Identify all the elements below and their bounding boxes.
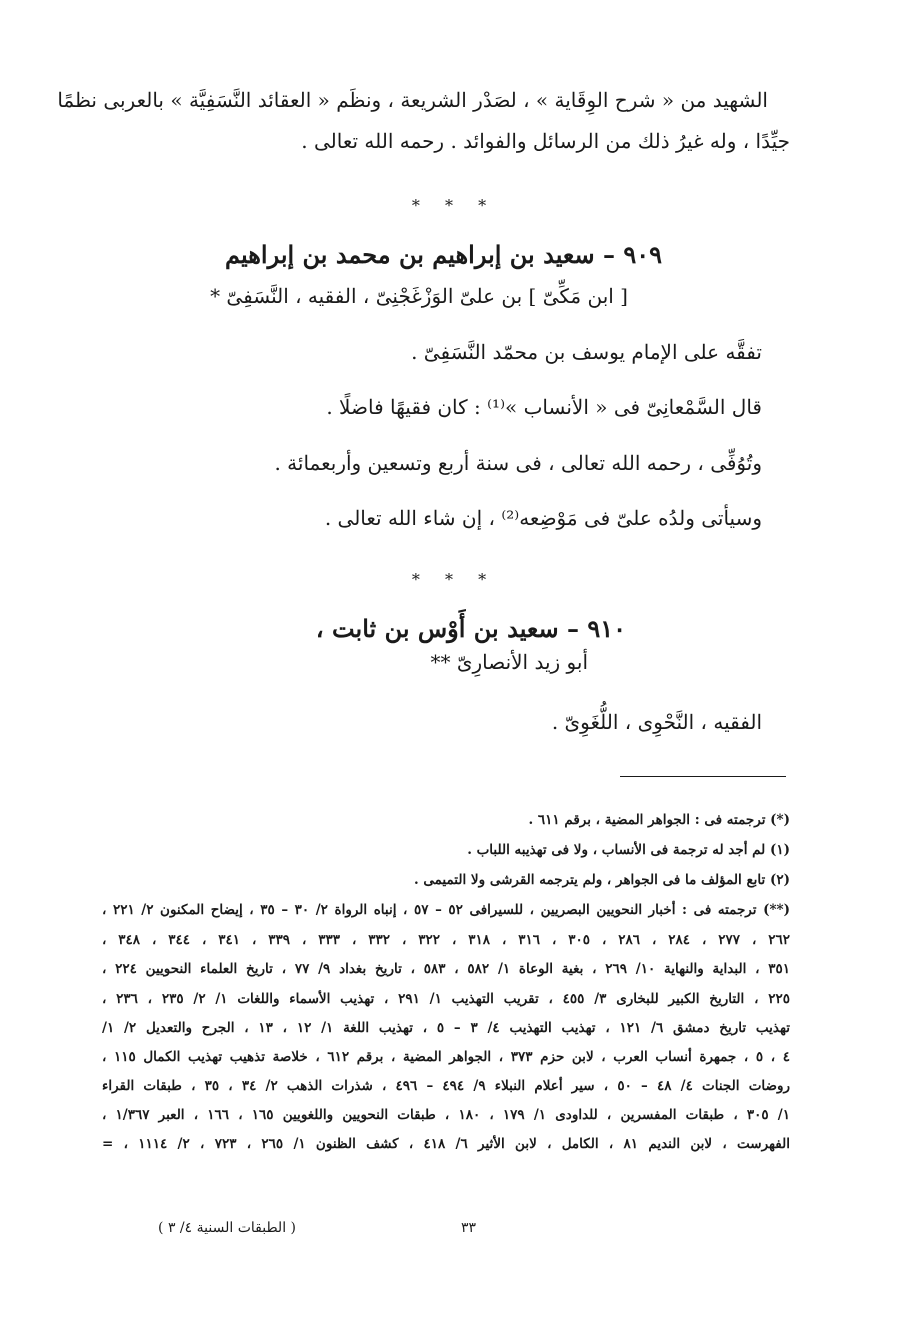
footnote-double-star-line-8: ١/ ٣٠٥ ، طبقات المفسرين ، للداودى ١/ ١٧٩ ، ١٨٠ ، طبقات النحويين واللغويين ١٦٥ ، ١٦٦ ، العبر ١/٣٦٧ ،: [102, 1107, 790, 1123]
section-separator: * * *: [411, 570, 497, 589]
entry-910-paragraph-1: الفقيه ، النَّحْوِى ، اللُّغَوِىّ .: [551, 710, 762, 734]
footnote-double-star-line-6: ٤ ، ٥ ، جمهرة أنساب العرب ، لابن حزم ٣٧٣ ، الجواهر المضية ، برقم ٦١٢ ، خلاصة تذهيب تهذيب الكمال ١١٥ ،: [102, 1049, 791, 1065]
entry-909-paragraph-1: تفقَّه على الإمام يوسف بن محمّد النَّسَفِىّ .: [411, 340, 762, 364]
footnote-2: (٢) تابع المؤلف ما فى الجواهر ، ولم يترجمه القرشى ولا التميمى .: [413, 872, 790, 888]
intro-line-1: الشهيد من « شرح الوِقَاية » ، لصَدْر الشريعة ، ونظَم « العقائد النَّسَفِيَّة » بالعربى نظمًا: [57, 88, 768, 112]
section-separator: * * *: [411, 196, 497, 215]
footnote-double-star-line-3: ٣٥١ ، البداية والنهاية ١٠/ ٢٦٩ ، بغية الوعاة ١/ ٥٨٢ ، ٥٨٣ ، تاريخ بغداد ٩/ ٧٧ ، تاريخ العلماء النحويين ٢٢٤ ،: [102, 961, 790, 977]
footnote-1: (١) لم أجد له ترجمة فى الأنساب ، ولا فى تهذيبه اللباب .: [467, 842, 790, 858]
footnote-double-star-line-4: ٢٢٥ ، التاريخ الكبير للبخارى ٣/ ٤٥٥ ، تقريب التهذيب ١/ ٢٩١ ، تهذيب الأسماء واللغات ١/ ٢/ ٢٣٥ ، ٢٣٦ ،: [102, 991, 790, 1007]
footnote-double-star-line-1: (**) ترجمته فى : أخبار النحويين البصريين ، للسيرافى ٥٢ – ٥٧ ، إنباه الرواة ٢/ ٣٠ – ٣٥ ، إيضاح المكنون ٢/ ٢٢١ ،: [102, 902, 790, 918]
page-number: ٣٣: [460, 1220, 476, 1236]
footnote-double-star-line-9: الفهرست ، لابن النديم ٨١ ، الكامل ، لابن الأثير ٦/ ٤١٨ ، كشف الظنون ١/ ٢٦٥ ، ٧٢٣ ، ٢/ ١١١٤ ، =: [102, 1136, 790, 1152]
intro-line-2: جيِّدًا ، وله غيرُ ذلك من الرسائل والفوائد . رحمه الله تعالى .: [301, 129, 790, 153]
entry-910-heading: ٩١٠ – سعيد بن أَوْس بن ثابت ،: [315, 614, 626, 643]
footnote-separator: [620, 776, 786, 777]
footnote-double-star-line-5: تهذيب تاريخ دمشق ٦/ ١٢١ ، تهذيب التهذيب ٤/ ٣ – ٥ ، تهذيب اللغة ١/ ١٢ ، ١٣ ، الجرح والتعديل ٢/ ١/: [102, 1020, 790, 1036]
footnote-star: (*) ترجمته فى : الجواهر المضية ، برقم ٦١١ .: [528, 812, 790, 828]
entry-909-paragraph-2: قال السَّمْعانِىّ فى « الأنساب »⁽¹⁾ : كان فقيهًا فاضلًا .: [326, 395, 762, 419]
entry-909-heading: ٩٠٩ – سعيد بن إبراهيم بن محمد بن إبراهيم: [225, 240, 662, 269]
volume-marker: ( الطبقات السنية ٤/ ٣ ): [158, 1220, 296, 1236]
entry-909-paragraph-3: وتُوُفِّى ، رحمه الله تعالى ، فى سنة أربع وتسعين وأربعمائة .: [274, 451, 762, 475]
footnote-double-star-line-7: روضات الجنات ٤/ ٤٨ – ٥٠ ، سير أعلام النبلاء ٩/ ٤٩٤ – ٤٩٦ ، شذرات الذهب ٢/ ٣٤ ، ٣٥ ، طبقات القراء: [102, 1078, 791, 1094]
entry-909-paragraph-4: وسيأتى ولدُه علىّ فى مَوْضِعه⁽²⁾ ، إن شاء الله تعالى .: [324, 506, 762, 530]
footnote-double-star-line-2: ٢٦٢ ، ٢٧٧ ، ٢٨٤ ، ٢٨٦ ، ٣٠٥ ، ٣١٦ ، ٣١٨ ، ٣٢٢ ، ٣٣٢ ، ٣٣٣ ، ٣٣٩ ، ٣٤١ ، ٣٤٤ ، ٣٤٨ ،: [102, 932, 791, 948]
entry-910-subheading: أبو زيد الأنصارِىّ **: [430, 650, 588, 674]
entry-909-subheading: [ ابن مَكِّىّ ] بن علىّ الوَزْغَجْنِىّ ، الفقيه ، النَّسَفِىّ *: [210, 284, 628, 308]
